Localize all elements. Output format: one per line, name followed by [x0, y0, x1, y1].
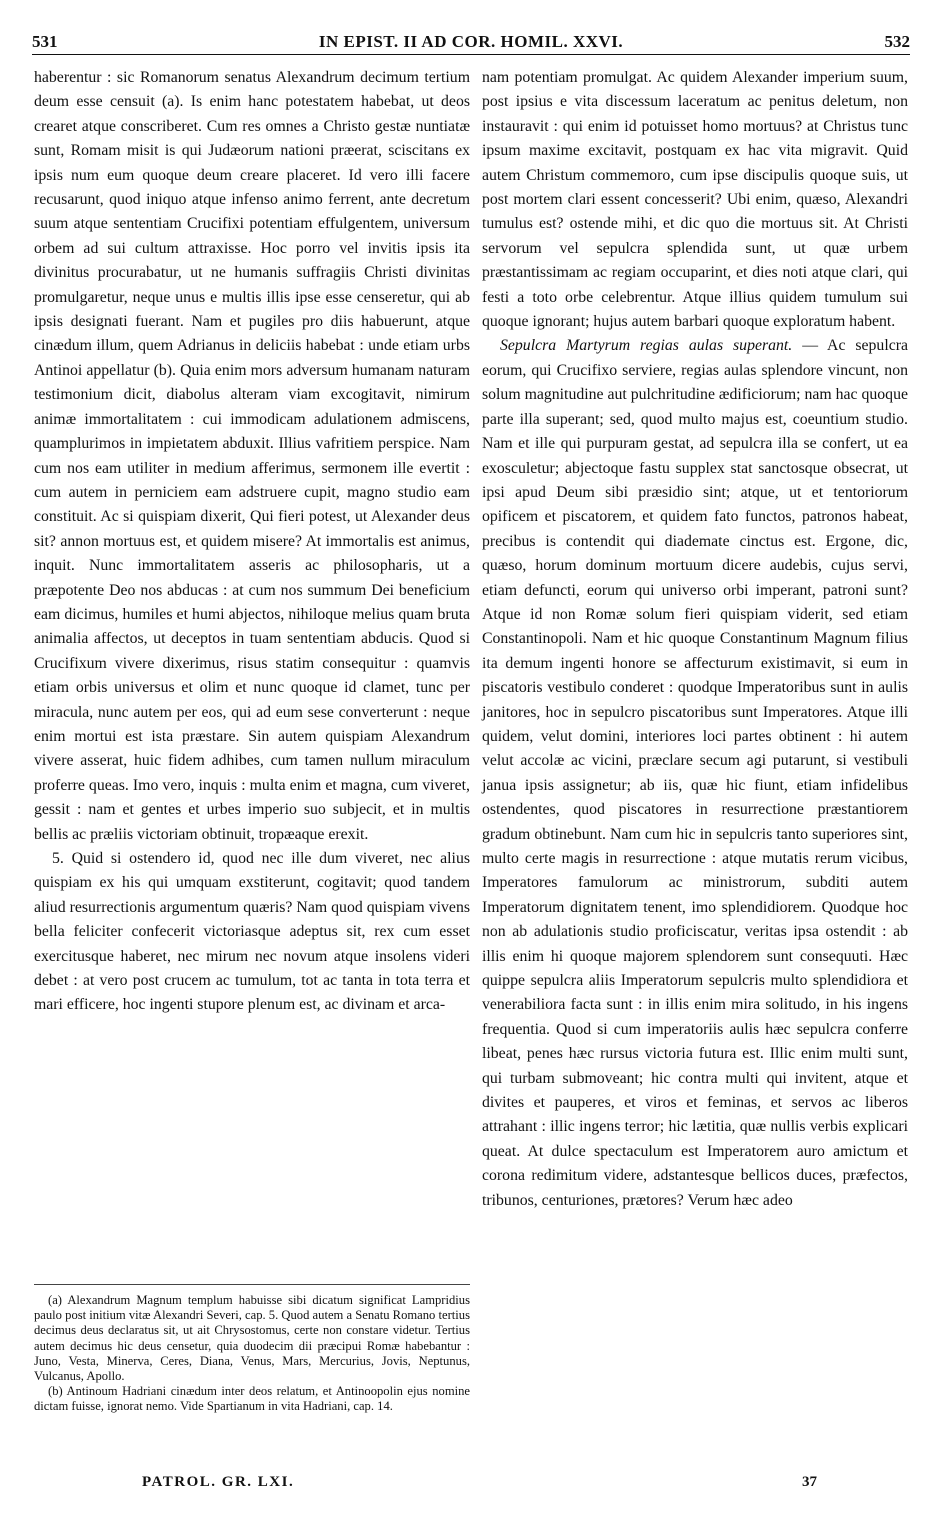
right-column: [482, 66, 908, 1213]
page-number-right: 532: [884, 32, 910, 51]
printer-signature: PATROL. GR. LXI.: [142, 1474, 295, 1490]
right-paragraph-2: [482, 334, 908, 1213]
right-paragraph-1: nam potentiam promulgat. Ac quidem Alexander imperium suum, post ipsius e vita discessum laceratum ac penitus deletum, non instauravit : qui enim id potuisset homo mortuus? at Christus tunc ipsum maxime excitavit, postquam ex hac vita migravit. Quid autem Christum commemoro, cum ipse discipulis quoque suis, ut post mortem clari essent concesserit? Ubi enim, quæso, Alexandri tumulus est? ostende mihi, et dic quo die mortuus sit. At Christi servorum vel sepulcra splendida sunt, ut quæ urbem præstantissimam ac regiam occuparint, et dies noti atque clari, qui festi a toto orbe celebrentur. Atque illius quidem tumulum sui quoque ignorant; hujus autem barbari quoque exploratum habent.: [482, 69, 908, 331]
running-title: IN EPIST. II AD COR. HOMIL. XXVI.: [318, 32, 624, 51]
page-number-left: 531: [32, 32, 58, 51]
footnote-rule: [34, 1284, 470, 1285]
section-heading: Sepulcra Martyrum regias aulas superant.: [500, 337, 793, 355]
left-column: [34, 66, 470, 1018]
running-header: [32, 30, 910, 55]
left-paragraph-2: 5. Quid si ostendero id, quod nec ille dum viveret, nec alius quispiam ex his qui umquam exstiterunt, cogitavit; quod tandem aliud resurrectionis argumentum quæris? Nam quod quispiam vivens bella feliciter confecerit victoriasque adeptus sit, rex cum esset exercitusque haberet, nec mirum nec novum atque insolens videri debet : at vero post crucem ac tumulum, tot ac tanta in tota terra et mari efficere, hoc ingenti stupore plenum est, ac divinam et arca-: [34, 850, 470, 1014]
right-paragraph-2-text: — Ac sepulcra eorum, qui Crucifixo serviere, regias aulas splendore vincunt, non solum magnitudine aut pulchritudine ædificiorum; nam hac quoque parte illa superant; sed, quod multo majus est, coeuntium studio. Nam et ille qui purpuram gestat, ad sepulcra illa se confert, ut ea exosculetur; abjectoque fastu supplex stat sanctosque obsecrat, ut ipsi apud Deum sibi præsidio sint; atque, ut et tentoriorum opificem et piscatorem, et quidem fato functos, patronos habeat, precibus is contendit qui diademate cinctus est. Ergone, dic, quæso, horum dominum mortuum dicere audebis, cujus servi, etiam defuncti, eorum qui universo orbi imperant, patroni sunt? Atque id non Romæ solum fieri quispiam viderit, sed etiam Constantinopoli. Nam et hic quoque Constantinum Magnum filius ita demum ingenti honore se affecturum existimavit, si eum in piscatoris vestibulo conderet : quodque Imperatoribus sunt in aulis janitores, hoc in sepulcro piscatoribus sunt Imperatores. Atque illi quidem, velut domini, interiores loci partes obtinent : hi autem velut accolæ ac vicini, præclare secum agi putarunt, si vestibuli janua ipsis assignetur; ab iis, quæ hic fiunt, etiam infidelibus ostendentes, quod piscatores in resurrectione præstantiorem gradum obtinebunt. Nam cum hic in sepulcris tanto superiores sint, multo certe magis in resurrectione : atque mutatis rerum vicibus, Imperatores famulorum ac ministrorum, subditi autem Imperatorum dignitatem tenent, imo splendidiorem. Quodque hoc non ab adulationis studio proficiscatur, veritas ipsa ostendit : ab illis enim hi quoque majorem splendorem sunt consequuti. Hæc quippe sepulcra aliis Imperatorum sepulcris multo splendidiora et venerabiliora facta sunt : in illis enim mira solitudo, in his ingens frequentia. Quod si cum imperatoriis aulis hæc sepulcra conferre libeat, penes hæc rursus victoria futura est. Illic enim multi sunt, qui turbam submoveant; hic contra multi qui invitent, atque et divites et pauperes, et viros et feminas, et servos ac liberos attrahant : illic ingens terror; hic lætitia, quæ nullis verbis explicari queat. At dulce spectaculum est Imperatorem auro amictum et corona redimitum videre, adstantesque bellicos duces, præfectos, tribunos, centuriones, prætores? Verum hæc adeo: [482, 337, 908, 1209]
footnote-a: (a) Alexandrum Magnum templum habuisse sibi dicatum significat Lampridius paulo post initium vitæ Alexandri Severi, cap. 5. Quod autem a Senatu Romano tertius decimus deus declaratus sit, ut ait Chrysostomus, certe non constare videtur. Tertius autem decimus hic deus censetur, quia duodecim dii præcipui Romæ habebantur : Juno, Vesta, Minerva, Ceres, Diana, Venus, Mars, Mercurius, Jovis, Neptunus, Vulcanus, Apollo.: [34, 1293, 470, 1384]
footnote-b: (b) Antinoum Hadriani cinædum inter deos relatum, et Antinoopolin ejus nomine dictam fuisse, ignorat nemo. Vide Spartianum in vita Hadriani, cap. 14.: [34, 1384, 470, 1414]
footnotes: [34, 1284, 470, 1415]
left-paragraph-1: haberentur : sic Romanorum senatus Alexandrum decimum tertium deum esse censuit (a). Is enim hanc potestatem habebat, ut deos crearet atque conscriberet. Cum res omnes a Christo gestæ nuntiatæ sunt, Romam misit is qui Judæorum nationi præerat, sciscitans ex ipsis num eum quoque deum creare placeret. Id vero illi facere recusarunt, quod iniquo atque infenso animo ferrent, ante decretum suum atque sententiam Crucifixi potentiam effulgentem, universum orbem ad sui cultum attraxisse. Hoc porro vel invitis ipsis ita divinitus procurabatur, ut ne humanis suffragiis Christi divinitas promulgaretur, neque unus e multis illis ipse esse censeretur, qui ab ipsis designati fuerant. Nam et pugiles pro diis habuerunt, atque cinædum illum, quem Adrianus in deliciis habebat : unde etiam urbs Antinoi appellatur (b). Quia enim mors adversum humanam naturam testimonium dicit, diabolus alteram viam excogitavit, nimirum animæ immortalitatem : cui immodicam adulationem admiscens, quamplurimos in impietatem abduxit. Illius vafritiem perspice. Nam cum nos eam utiliter in medium afferimus, sermonem ille evertit : cum autem in perniciem eam adstruere cupit, magno studio eam constituit. Ac si quispiam dixerit, Qui fieri potest, ut Alexander deus sit? annon mortuus est, et quidem misere? At immortalis est animus, inquit. Nunc immortalitatem asseris ac philosopharis, ut a præpotente Deo nos abducas : at cum nos summum Dei beneficium eam dicimus, humiles et humi abjectos, nihiloque melius quam bruta animalia affectos, ut deceptos in tuam sententiam abducis. Quod si Crucifixum vivere dixerimus, risus statim consequitur : quamvis etiam orbis universus et olim et nunc quoque id clamet, tunc per miracula, nunc autem per eos, qui ad eum sese converterunt : neque enim mortui est ista præstare. Sin autem quispiam Alexandrum vivere asserat, huic fidem adhibes, cum tamen nullum miraculum proferre queas. Imo vero, inquis : multa enim et magna, cum viveret, gessit : nam et gentes et urbes imperio suo subjecit, et in multis bellis ac præliis victoriam obtinuit, tropæaque erexit.: [34, 69, 470, 843]
sheet-number: 37: [802, 1474, 817, 1490]
